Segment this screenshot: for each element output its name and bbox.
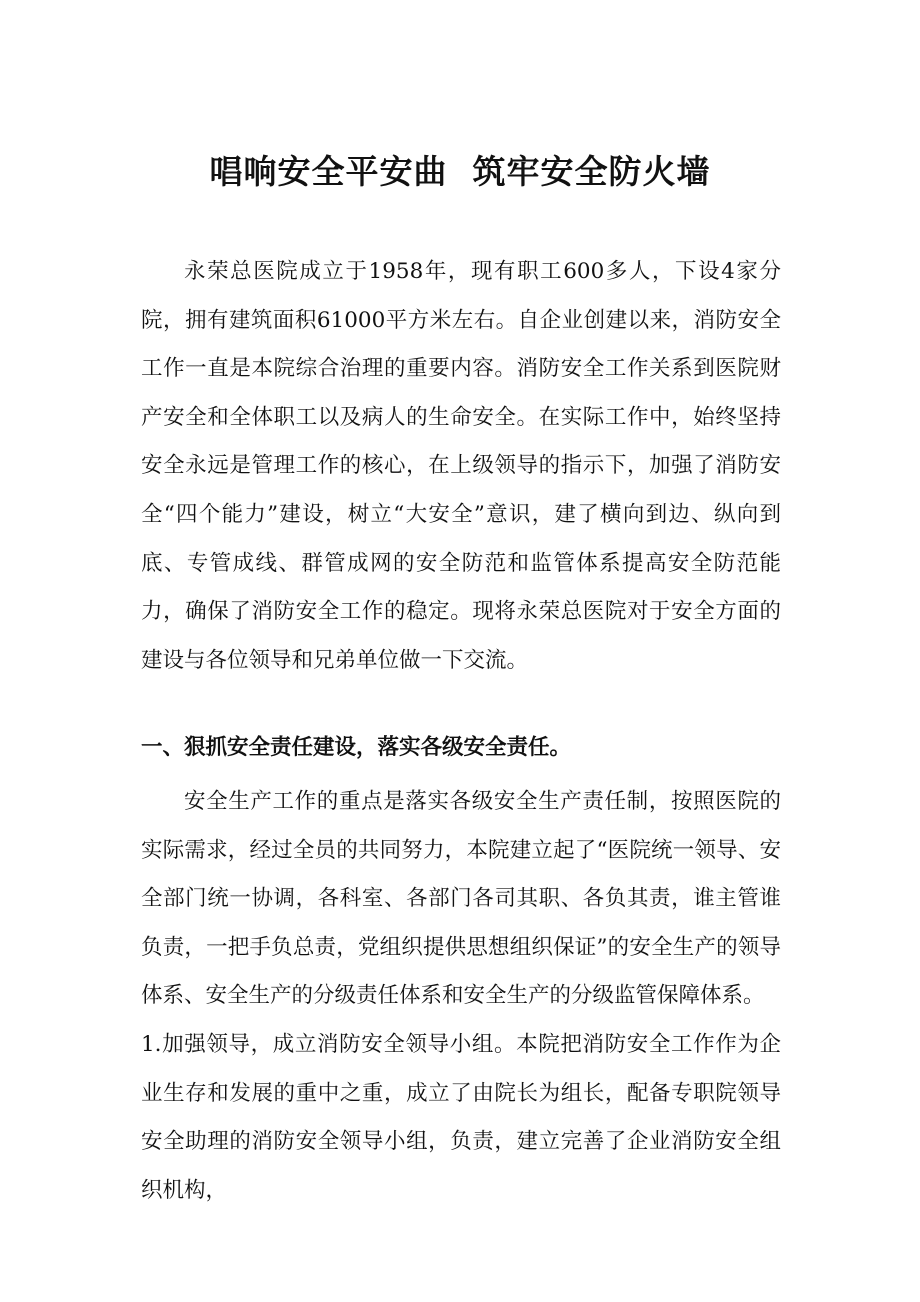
intro-paragraph: 永荣总医院成立于1958年，现有职工600多人，下设4家分院，拥有建筑面积61000平方米左右。自企业创建以来，消防安全工作一直是本院综合治理的重要内容。消防安全工作关系到医院财产安全和全体职工以及病人的生命安全。在实际工作中，始终坚持安全永远是管理工作的核心，在上级领导的指示下，加强了消防安全“四个能力”建设，树立“大安全”意识，建了横向到边、纵向到底、专管成线、群管成网的安全防范和监管体系提高安全防范能力，确保了消防安全工作的稳定。现将永荣总医院对于安全方面的建设与各位领导和兄弟单位做一下交流。 — [141, 259, 781, 673]
section-1-paragraph: 安全生产工作的重点是落实各级安全生产责任制，按照医院的实际需求，经过全员的共同努力，本院建立起了“医院统一领导、安全部门统一协调，各科室、各部门各司其职、各负其责，谁主管谁负责，一把手负总责，党组织提供思想组织保证”的安全生产的领导体系、安全生产的分级责任体系和安全生产的分级监管保障体系。 — [141, 789, 781, 1009]
document-title: 唱响安全平安曲 筑牢安全防火墙 — [209, 152, 711, 191]
section-1-item-1: 1.加强领导，成立消防安全领导小组。本院把消防安全工作作为企业生存和发展的重中之重，成立了由院长为组长，配备专职院领导安全助理的消防安全领导小组，负责，建立完善了企业消防安全组织机构， — [141, 1032, 781, 1203]
section-1-heading: 一、狠抓安全责任建设，落实各级安全责任。 — [141, 735, 572, 760]
